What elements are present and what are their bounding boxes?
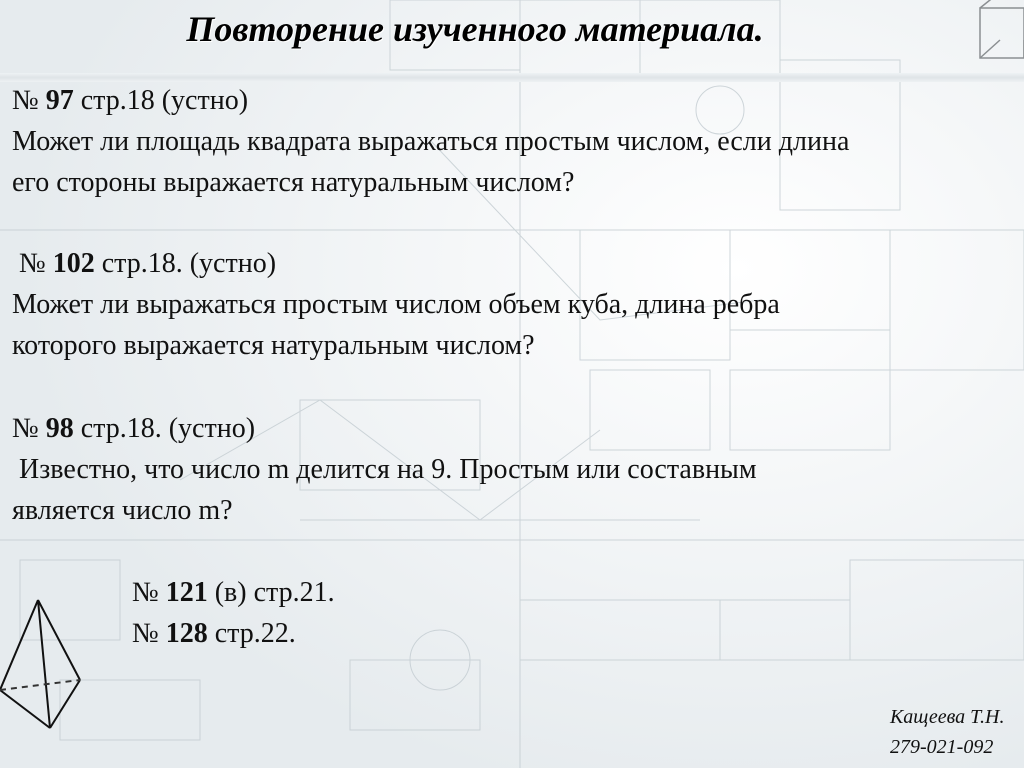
task-97-question-line-1: Может ли площадь квадрата выражаться простым числом, если длина: [12, 126, 850, 157]
task-102: [12, 243, 780, 366]
homework-item: [132, 572, 335, 613]
author-name: Кащеева Т.Н.: [890, 706, 1005, 728]
homework-item: [132, 613, 335, 654]
task-98: [12, 408, 757, 531]
task-page-reference: стр.18. (устно): [73, 413, 256, 444]
task-97-question-line-2: его стороны выражается натуральным числом?: [12, 167, 575, 198]
task-102-question-line-1: Может ли выражаться простым числом объем куба, длина ребра: [12, 289, 780, 320]
task-page-reference: стр.18 (устно): [73, 85, 249, 116]
task-page-reference: стр.18. (устно): [94, 248, 277, 279]
task-page-reference: стр.22.: [207, 618, 296, 649]
task-97-heading: [12, 80, 849, 121]
task-page-reference: (в) стр.21.: [207, 577, 335, 608]
task-number-prefix: №: [132, 618, 166, 649]
author-code: 279-021-092: [890, 736, 994, 758]
task-number: 97: [45, 85, 74, 116]
homework-list: [132, 572, 335, 654]
task-number: 98: [45, 413, 74, 444]
slide-title: Повторение изученного материала.: [186, 9, 764, 49]
task-number: 121: [165, 577, 208, 608]
task-number: 102: [52, 248, 95, 279]
task-number-prefix: №: [12, 85, 46, 116]
task-98-question-line-1: Известно, что число m делится на 9. Простым или составным: [12, 454, 757, 485]
task-number: 128: [165, 618, 208, 649]
task-102-question-line-2: которого выражается натуральным числом?: [12, 330, 535, 361]
task-number-prefix: №: [12, 413, 46, 444]
task-98-heading: [12, 408, 757, 449]
task-number-prefix: №: [132, 577, 166, 608]
task-98-question-line-2: является число m?: [12, 495, 233, 526]
task-97: [12, 80, 849, 203]
task-number-prefix: №: [12, 248, 53, 279]
task-102-heading: [12, 243, 780, 284]
